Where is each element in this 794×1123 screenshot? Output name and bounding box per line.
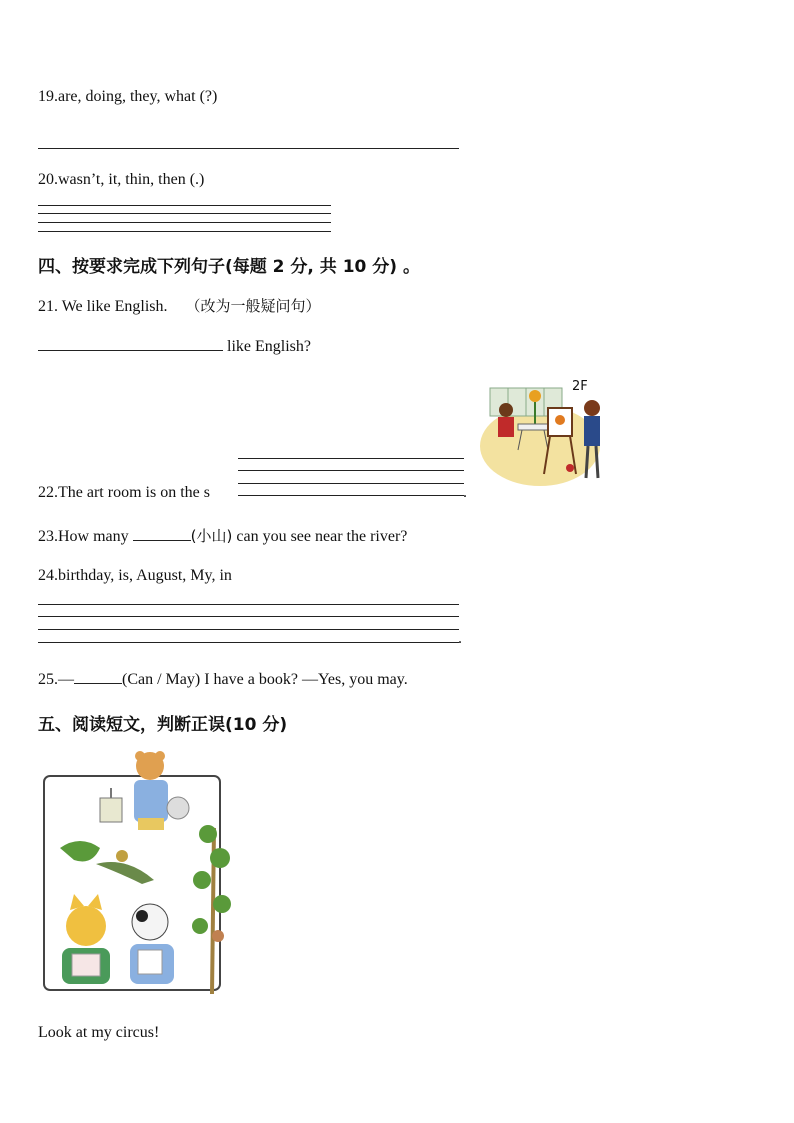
hint: (小山) xyxy=(190,527,233,545)
answer-line[interactable] xyxy=(38,231,331,232)
answer-line[interactable] xyxy=(238,495,464,496)
question-number: 24. xyxy=(38,567,58,584)
question-19 xyxy=(38,88,217,106)
answer-line[interactable] xyxy=(38,148,459,149)
answer-blank[interactable] xyxy=(133,540,191,541)
hint: (Can / May) xyxy=(122,671,201,688)
question-number: 22. xyxy=(38,484,58,501)
question-20 xyxy=(38,171,204,189)
question-25 xyxy=(38,671,408,689)
section-4-title: 四、按要求完成下列句子(每题 2 分, 共 10 分) 。 xyxy=(38,257,420,277)
question-text: wasn’t, it, thin, then (.) xyxy=(58,171,205,188)
question-text: We like English. xyxy=(58,298,168,315)
question-number: 23. xyxy=(38,528,58,545)
question-21-answer xyxy=(38,338,311,356)
question-text: are, doing, they, what (?) xyxy=(58,88,218,105)
question-24 xyxy=(38,567,232,585)
question-number: 25. xyxy=(38,671,58,688)
answer-blank[interactable] xyxy=(38,350,223,351)
sentence-end: . xyxy=(458,630,462,647)
answer-line[interactable] xyxy=(38,629,459,630)
question-number: 20. xyxy=(38,171,58,188)
answer-line[interactable] xyxy=(38,205,331,206)
answer-line[interactable] xyxy=(238,483,464,484)
section-5-title: 五、阅读短文，判断正误(10 分) xyxy=(38,715,288,735)
sentence-end: . xyxy=(463,484,467,501)
instruction-note: （改为一般疑问句） xyxy=(185,297,321,315)
question-number: 21. xyxy=(38,298,58,315)
question-text: can you see near the river? xyxy=(232,528,408,545)
answer-blank[interactable] xyxy=(74,683,122,684)
question-22 xyxy=(38,484,210,502)
answer-line[interactable] xyxy=(38,604,459,605)
answer-tail: like English? xyxy=(223,338,311,355)
question-23 xyxy=(38,525,407,546)
answer-line[interactable] xyxy=(238,470,464,471)
question-text: I have a book? —Yes, you may. xyxy=(200,671,408,688)
answer-line[interactable] xyxy=(38,213,331,214)
question-number: 19. xyxy=(38,88,58,105)
answer-line[interactable] xyxy=(38,642,459,643)
art-room-illustration xyxy=(478,374,608,498)
answer-line[interactable] xyxy=(38,222,331,223)
reading-first-line: Look at my circus! xyxy=(38,1024,160,1041)
floor-sign: 2F xyxy=(572,379,588,394)
question-21 xyxy=(38,295,321,316)
question-text: The art room is on the s xyxy=(58,484,210,501)
question-text: How many xyxy=(58,528,133,545)
answer-line[interactable] xyxy=(238,458,464,459)
dash: — xyxy=(58,671,74,688)
question-text: birthday, is, August, My, in xyxy=(58,567,232,584)
circus-illustration xyxy=(40,748,244,998)
answer-line[interactable] xyxy=(38,616,459,617)
